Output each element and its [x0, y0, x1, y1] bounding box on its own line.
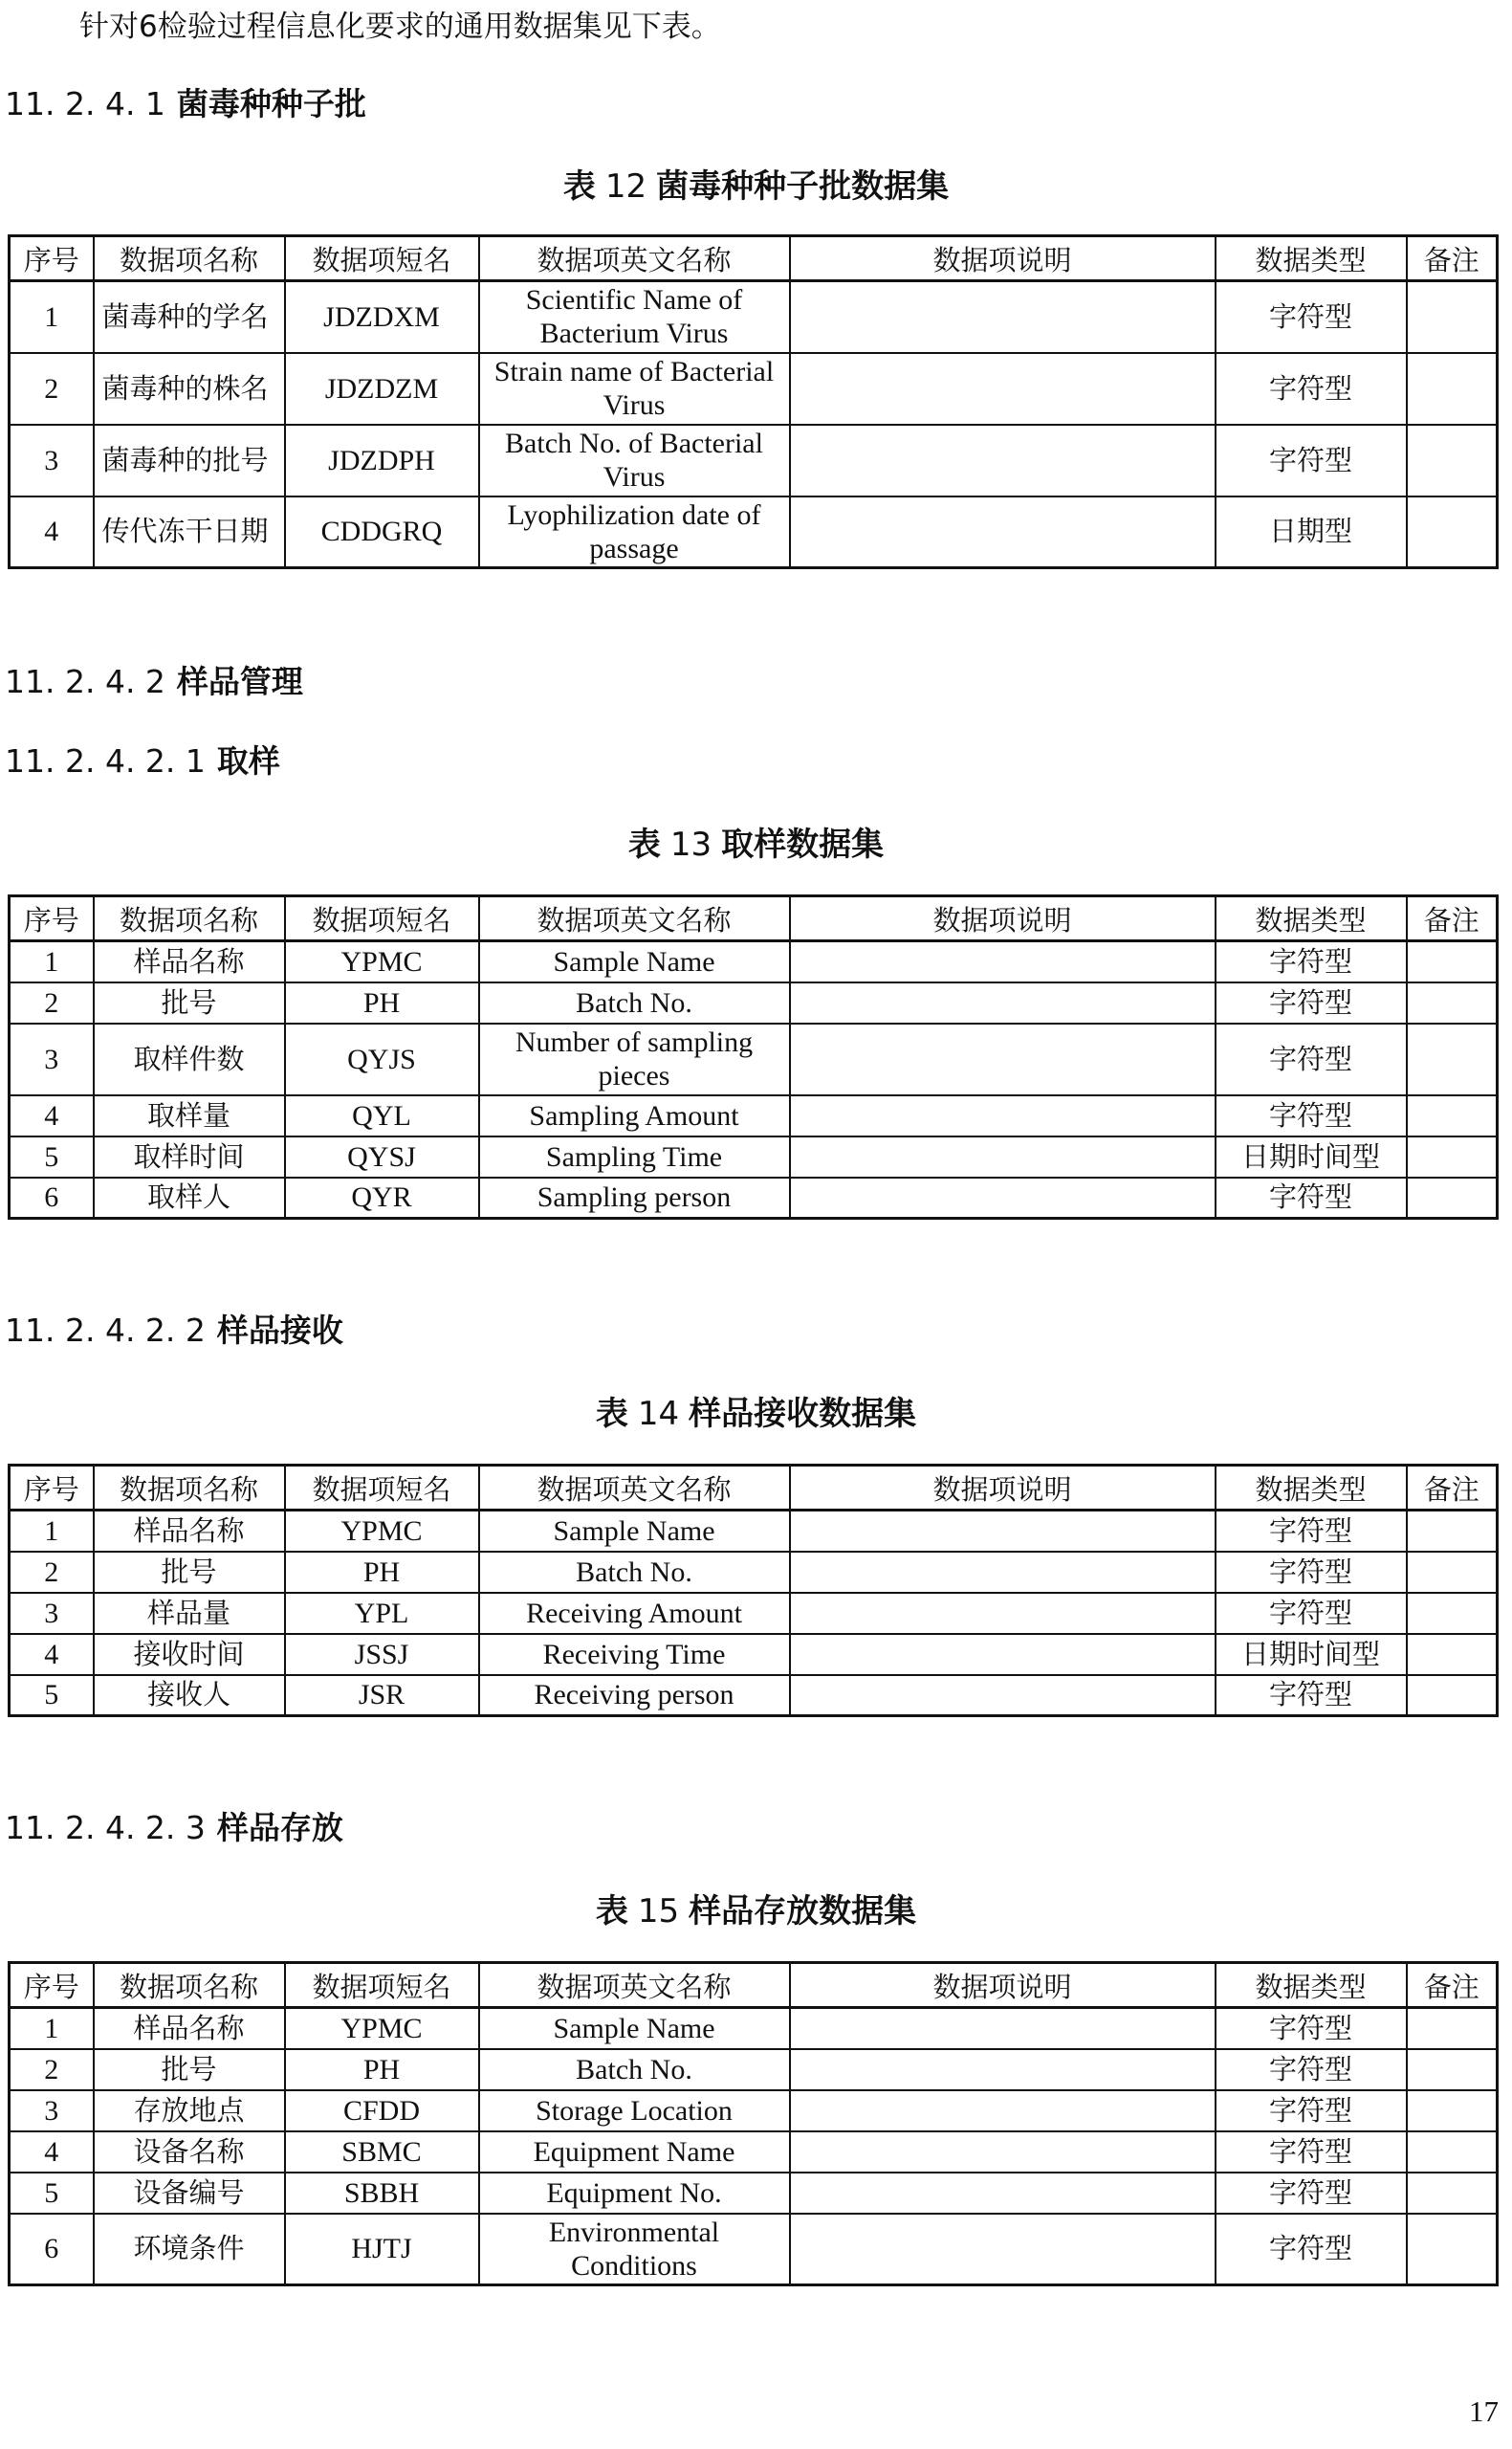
- caption-title: 样品接收数据集: [689, 1395, 917, 1433]
- cell-english-name: Receiving Amount: [479, 1593, 790, 1634]
- section-title: 样品存放: [216, 1809, 343, 1846]
- cell-remarks: [1407, 496, 1498, 568]
- cell-remarks: [1407, 1552, 1498, 1593]
- cell-english-name: Sampling Time: [479, 1136, 790, 1178]
- cell-description: [790, 1136, 1216, 1178]
- cell-description: [790, 425, 1216, 496]
- cell-remarks: [1407, 1178, 1498, 1219]
- column-header: 序号: [10, 1963, 94, 2008]
- cell-index: 2: [10, 2049, 94, 2090]
- cell-data-type: 日期时间型: [1216, 1634, 1407, 1675]
- cell-description: [790, 2049, 1216, 2090]
- table-caption-13: [0, 818, 1512, 865]
- data-table-13: [8, 894, 1499, 1220]
- cell-description: [790, 1634, 1216, 1675]
- table-row: [10, 2131, 1498, 2173]
- column-header: 数据项名称: [94, 236, 285, 281]
- cell-english-name: Equipment Name: [479, 2131, 790, 2173]
- cell-english-name: Lyophilization date of passage: [479, 496, 790, 568]
- cell-description: [790, 1095, 1216, 1136]
- cell-data-type: 字符型: [1216, 1593, 1407, 1634]
- cell-remarks: [1407, 1024, 1498, 1095]
- column-header: 备注: [1407, 1963, 1498, 2008]
- table-row: [10, 941, 1498, 982]
- caption-number: 14: [637, 1395, 680, 1433]
- data-table-15: [8, 1961, 1499, 2286]
- cell-remarks: [1407, 1593, 1498, 1634]
- column-header: 数据类型: [1216, 1963, 1407, 2008]
- table-row: [10, 1095, 1498, 1136]
- cell-item-name: 样品量: [94, 1593, 285, 1634]
- cell-english-name: Strain name of Bacterial Virus: [479, 353, 790, 425]
- cell-remarks: [1407, 2173, 1498, 2214]
- column-header: 序号: [10, 1466, 94, 1511]
- column-header: 数据项说明: [790, 236, 1216, 281]
- page-number: 17: [1469, 2394, 1499, 2428]
- cell-description: [790, 1178, 1216, 1219]
- section-number: 11. 2. 4. 2: [5, 663, 165, 700]
- cell-english-name: Receiving Time: [479, 1634, 790, 1675]
- cell-data-type: 字符型: [1216, 281, 1407, 353]
- cell-description: [790, 1593, 1216, 1634]
- table-row: [10, 1024, 1498, 1095]
- cell-remarks: [1407, 1095, 1498, 1136]
- column-header: 数据项名称: [94, 1963, 285, 2008]
- cell-item-name: 设备名称: [94, 2131, 285, 2173]
- cell-short-name: YPMC: [285, 2008, 479, 2049]
- cell-english-name: Batch No. of Bacterial Virus: [479, 425, 790, 496]
- cell-short-name: JDZDZM: [285, 353, 479, 425]
- table-row: [10, 2049, 1498, 2090]
- cell-description: [790, 1552, 1216, 1593]
- cell-english-name: Receiving person: [479, 1675, 790, 1716]
- table-row: [10, 425, 1498, 496]
- cell-item-name: 取样量: [94, 1095, 285, 1136]
- cell-english-name: Sample Name: [479, 941, 790, 982]
- cell-data-type: 字符型: [1216, 2049, 1407, 2090]
- column-header: 数据项英文名称: [479, 896, 790, 941]
- cell-data-type: 字符型: [1216, 982, 1407, 1024]
- table-row: [10, 2090, 1498, 2131]
- cell-short-name: QYR: [285, 1178, 479, 1219]
- section-title: 样品管理: [176, 663, 303, 700]
- table-row: [10, 1136, 1498, 1178]
- cell-english-name: Sampling person: [479, 1178, 790, 1219]
- table-row: [10, 2173, 1498, 2214]
- column-header: 数据项短名: [285, 1963, 479, 2008]
- cell-remarks: [1407, 2090, 1498, 2131]
- cell-description: [790, 982, 1216, 1024]
- section-heading-sample-management: [5, 657, 303, 702]
- header-row: [10, 1963, 1498, 2008]
- table-caption-12: [0, 160, 1512, 207]
- caption-title: 取样数据集: [721, 826, 885, 864]
- cell-data-type: 字符型: [1216, 2090, 1407, 2131]
- cell-short-name: QYL: [285, 1095, 479, 1136]
- cell-short-name: JSSJ: [285, 1634, 479, 1675]
- cell-index: 2: [10, 1552, 94, 1593]
- cell-item-name: 接收时间: [94, 1634, 285, 1675]
- cell-short-name: PH: [285, 1552, 479, 1593]
- cell-item-name: 传代冻干日期: [94, 496, 285, 568]
- cell-index: 1: [10, 1511, 94, 1552]
- intro-text: 针对6检验过程信息化要求的通用数据集见下表。: [79, 10, 721, 44]
- cell-data-type: 字符型: [1216, 2173, 1407, 2214]
- cell-description: [790, 1675, 1216, 1716]
- caption-prefix: 表: [562, 167, 596, 206]
- column-header: 数据项短名: [285, 236, 479, 281]
- caption-title: 样品存放数据集: [689, 1892, 917, 1931]
- cell-data-type: 字符型: [1216, 1511, 1407, 1552]
- cell-data-type: 字符型: [1216, 1024, 1407, 1095]
- column-header: 备注: [1407, 1466, 1498, 1511]
- cell-index: 4: [10, 2131, 94, 2173]
- cell-data-type: 字符型: [1216, 1095, 1407, 1136]
- table-row: [10, 1178, 1498, 1219]
- cell-english-name: Environmental Conditions: [479, 2214, 790, 2285]
- cell-remarks: [1407, 1634, 1498, 1675]
- cell-index: 1: [10, 2008, 94, 2049]
- cell-data-type: 字符型: [1216, 2214, 1407, 2285]
- cell-short-name: PH: [285, 2049, 479, 2090]
- cell-description: [790, 496, 1216, 568]
- cell-short-name: QYJS: [285, 1024, 479, 1095]
- cell-short-name: JDZDXM: [285, 281, 479, 353]
- cell-item-name: 接收人: [94, 1675, 285, 1716]
- cell-short-name: QYSJ: [285, 1136, 479, 1178]
- cell-item-name: 取样人: [94, 1178, 285, 1219]
- cell-item-name: 批号: [94, 1552, 285, 1593]
- column-header: 数据类型: [1216, 896, 1407, 941]
- table-row: [10, 1634, 1498, 1675]
- cell-description: [790, 2214, 1216, 2285]
- table-row: [10, 1552, 1498, 1593]
- cell-short-name: CFDD: [285, 2090, 479, 2131]
- cell-data-type: 字符型: [1216, 941, 1407, 982]
- cell-remarks: [1407, 353, 1498, 425]
- table-caption-15: [0, 1885, 1512, 1931]
- column-header: 数据项英文名称: [479, 236, 790, 281]
- cell-english-name: Number of sampling pieces: [479, 1024, 790, 1095]
- cell-description: [790, 353, 1216, 425]
- cell-description: [790, 2131, 1216, 2173]
- cell-short-name: CDDGRQ: [285, 496, 479, 568]
- cell-english-name: Scientific Name of Bacterium Virus: [479, 281, 790, 353]
- column-header: 序号: [10, 896, 94, 941]
- table-row: [10, 1511, 1498, 1552]
- cell-index: 4: [10, 1634, 94, 1675]
- section-heading-sampling: [5, 737, 280, 782]
- caption-number: 13: [669, 826, 712, 864]
- table-row: [10, 2214, 1498, 2285]
- section-number: 11. 2. 4. 2. 1: [5, 742, 206, 780]
- column-header: 数据项名称: [94, 1466, 285, 1511]
- caption-title: 菌毒种种子批数据集: [656, 167, 950, 206]
- cell-data-type: 日期型: [1216, 496, 1407, 568]
- cell-index: 6: [10, 1178, 94, 1219]
- column-header: 序号: [10, 236, 94, 281]
- cell-data-type: 字符型: [1216, 2131, 1407, 2173]
- cell-short-name: YPMC: [285, 941, 479, 982]
- column-header: 数据项短名: [285, 1466, 479, 1511]
- cell-short-name: HJTJ: [285, 2214, 479, 2285]
- column-header: 数据项英文名称: [479, 1466, 790, 1511]
- cell-item-name: 样品名称: [94, 941, 285, 982]
- cell-english-name: Batch No.: [479, 2049, 790, 2090]
- table-row: [10, 1675, 1498, 1716]
- cell-data-type: 字符型: [1216, 353, 1407, 425]
- cell-index: 3: [10, 1593, 94, 1634]
- cell-remarks: [1407, 2131, 1498, 2173]
- column-header: 数据项说明: [790, 1963, 1216, 2008]
- cell-item-name: 批号: [94, 982, 285, 1024]
- cell-data-type: 日期时间型: [1216, 1136, 1407, 1178]
- cell-english-name: Equipment No.: [479, 2173, 790, 2214]
- cell-index: 2: [10, 353, 94, 425]
- column-header: 数据项短名: [285, 896, 479, 941]
- cell-description: [790, 281, 1216, 353]
- column-header: 备注: [1407, 896, 1498, 941]
- cell-index: 2: [10, 982, 94, 1024]
- cell-english-name: Storage Location: [479, 2090, 790, 2131]
- section-number: 11. 2. 4. 2. 2: [5, 1312, 206, 1349]
- cell-item-name: 存放地点: [94, 2090, 285, 2131]
- header-row: [10, 236, 1498, 281]
- cell-data-type: 字符型: [1216, 425, 1407, 496]
- cell-data-type: 字符型: [1216, 2008, 1407, 2049]
- cell-description: [790, 2173, 1216, 2214]
- cell-item-name: 样品名称: [94, 2008, 285, 2049]
- cell-short-name: YPL: [285, 1593, 479, 1634]
- section-title: 菌毒种种子批: [176, 85, 366, 122]
- caption-prefix: 表: [595, 1892, 628, 1931]
- section-heading-seed-batch: [5, 79, 366, 124]
- cell-item-name: 批号: [94, 2049, 285, 2090]
- cell-index: 5: [10, 1675, 94, 1716]
- cell-english-name: Batch No.: [479, 1552, 790, 1593]
- column-header: 数据项说明: [790, 1466, 1216, 1511]
- cell-index: 4: [10, 1095, 94, 1136]
- cell-short-name: YPMC: [285, 1511, 479, 1552]
- header-row: [10, 1466, 1498, 1511]
- data-table-14: [8, 1464, 1499, 1717]
- cell-description: [790, 2090, 1216, 2131]
- section-heading-sample-storage: [5, 1803, 343, 1848]
- cell-item-name: 菌毒种的学名: [94, 281, 285, 353]
- cell-short-name: SBMC: [285, 2131, 479, 2173]
- cell-item-name: 设备编号: [94, 2173, 285, 2214]
- caption-number: 15: [637, 1892, 680, 1931]
- cell-description: [790, 2008, 1216, 2049]
- data-table-12: [8, 234, 1499, 569]
- table-row: [10, 496, 1498, 568]
- table-row: [10, 982, 1498, 1024]
- section-number: 11. 2. 4. 2. 3: [5, 1809, 206, 1846]
- cell-short-name: PH: [285, 982, 479, 1024]
- column-header: 数据类型: [1216, 236, 1407, 281]
- cell-remarks: [1407, 2214, 1498, 2285]
- section-heading-sample-receipt: [5, 1306, 343, 1351]
- caption-prefix: 表: [627, 826, 661, 864]
- cell-english-name: Sample Name: [479, 1511, 790, 1552]
- section-title: 取样: [216, 742, 280, 780]
- cell-index: 3: [10, 1024, 94, 1095]
- cell-remarks: [1407, 2049, 1498, 2090]
- cell-remarks: [1407, 1136, 1498, 1178]
- cell-data-type: 字符型: [1216, 1675, 1407, 1716]
- table-row: [10, 281, 1498, 353]
- table-row: [10, 353, 1498, 425]
- cell-english-name: Sample Name: [479, 2008, 790, 2049]
- cell-index: 1: [10, 941, 94, 982]
- cell-data-type: 字符型: [1216, 1552, 1407, 1593]
- cell-remarks: [1407, 941, 1498, 982]
- cell-english-name: Sampling Amount: [479, 1095, 790, 1136]
- section-number: 11. 2. 4. 1: [5, 85, 165, 122]
- caption-prefix: 表: [595, 1395, 628, 1433]
- cell-description: [790, 1511, 1216, 1552]
- cell-item-name: 取样件数: [94, 1024, 285, 1095]
- column-header: 数据项说明: [790, 896, 1216, 941]
- caption-number: 12: [604, 167, 647, 206]
- table-caption-14: [0, 1387, 1512, 1434]
- cell-remarks: [1407, 425, 1498, 496]
- cell-short-name: SBBH: [285, 2173, 479, 2214]
- cell-item-name: 菌毒种的批号: [94, 425, 285, 496]
- cell-index: 3: [10, 425, 94, 496]
- cell-index: 1: [10, 281, 94, 353]
- header-row: [10, 896, 1498, 941]
- cell-description: [790, 1024, 1216, 1095]
- cell-remarks: [1407, 1675, 1498, 1716]
- cell-description: [790, 941, 1216, 982]
- cell-item-name: 菌毒种的株名: [94, 353, 285, 425]
- cell-index: 6: [10, 2214, 94, 2285]
- cell-english-name: Batch No.: [479, 982, 790, 1024]
- cell-remarks: [1407, 2008, 1498, 2049]
- table-row: [10, 1593, 1498, 1634]
- cell-index: 5: [10, 1136, 94, 1178]
- cell-index: 4: [10, 496, 94, 568]
- section-title: 样品接收: [216, 1312, 343, 1349]
- cell-short-name: JSR: [285, 1675, 479, 1716]
- column-header: 数据项英文名称: [479, 1963, 790, 2008]
- cell-remarks: [1407, 281, 1498, 353]
- cell-index: 3: [10, 2090, 94, 2131]
- column-header: 数据类型: [1216, 1466, 1407, 1511]
- cell-index: 5: [10, 2173, 94, 2214]
- cell-short-name: JDZDPH: [285, 425, 479, 496]
- cell-item-name: 取样时间: [94, 1136, 285, 1178]
- cell-remarks: [1407, 982, 1498, 1024]
- table-row: [10, 2008, 1498, 2049]
- cell-item-name: 样品名称: [94, 1511, 285, 1552]
- column-header: 数据项名称: [94, 896, 285, 941]
- cell-remarks: [1407, 1511, 1498, 1552]
- cell-item-name: 环境条件: [94, 2214, 285, 2285]
- column-header: 备注: [1407, 236, 1498, 281]
- cell-data-type: 字符型: [1216, 1178, 1407, 1219]
